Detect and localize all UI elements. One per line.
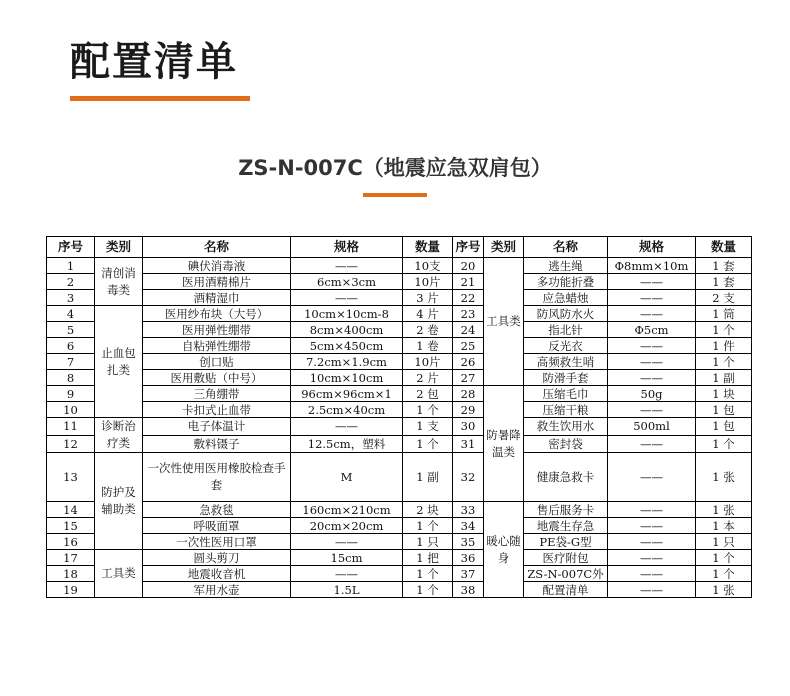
header-name-right: 名称 bbox=[524, 237, 608, 258]
item-no-right: 32 bbox=[453, 453, 484, 502]
table-row bbox=[47, 502, 752, 518]
item-spec-right: —— bbox=[608, 370, 696, 386]
subtitle-underline bbox=[363, 193, 427, 197]
item-no: 18 bbox=[47, 566, 95, 582]
item-name: 自粘弹性绷带 bbox=[143, 338, 291, 354]
table-row bbox=[47, 354, 752, 370]
item-spec: 15cm bbox=[291, 550, 403, 566]
item-name-right: PE袋-G型 bbox=[524, 534, 608, 550]
item-qty-right: 1 套 bbox=[696, 274, 752, 290]
item-name-right: 医疗附包 bbox=[524, 550, 608, 566]
item-spec-right: —— bbox=[608, 534, 696, 550]
item-qty: 1 只 bbox=[403, 534, 453, 550]
item-qty: 1 个 bbox=[403, 518, 453, 534]
item-spec-right: —— bbox=[608, 502, 696, 518]
item-qty: 1 把 bbox=[403, 550, 453, 566]
item-name-right: 压缩毛巾 bbox=[524, 386, 608, 402]
item-qty: 10支 bbox=[403, 258, 453, 274]
item-no: 10 bbox=[47, 402, 95, 418]
item-qty: 1 卷 bbox=[403, 338, 453, 354]
item-spec-right: Φ5cm bbox=[608, 322, 696, 338]
item-name: 敷料镊子 bbox=[143, 435, 291, 453]
item-no-right: 30 bbox=[453, 418, 484, 436]
item-name: 碘伏消毒液 bbox=[143, 258, 291, 274]
table-row bbox=[47, 566, 752, 582]
category-cell: 诊断治疗类 bbox=[95, 418, 143, 453]
item-no: 3 bbox=[47, 290, 95, 306]
item-name: 医用弹性绷带 bbox=[143, 322, 291, 338]
item-no: 16 bbox=[47, 534, 95, 550]
table-body bbox=[47, 258, 752, 598]
item-spec: —— bbox=[291, 258, 403, 274]
item-qty: 10片 bbox=[403, 274, 453, 290]
item-qty-right: 2 支 bbox=[696, 290, 752, 306]
item-name: 医用敷贴（中号） bbox=[143, 370, 291, 386]
item-qty-right: 1 个 bbox=[696, 566, 752, 582]
item-no: 5 bbox=[47, 322, 95, 338]
item-qty-right: 1 套 bbox=[696, 258, 752, 274]
item-name-right: 救生饮用水 bbox=[524, 418, 608, 436]
item-spec-right: —— bbox=[608, 338, 696, 354]
item-no-right: 37 bbox=[453, 566, 484, 582]
item-no-right: 38 bbox=[453, 582, 484, 598]
item-spec: 10cm×10cm bbox=[291, 370, 403, 386]
item-no: 17 bbox=[47, 550, 95, 566]
item-spec: 160cm×210cm bbox=[291, 502, 403, 518]
category-cell-right: 防暑降温类 bbox=[484, 386, 524, 502]
item-spec-right: —— bbox=[608, 566, 696, 582]
item-name-right: 配置清单 bbox=[524, 582, 608, 598]
item-qty: 10片 bbox=[403, 354, 453, 370]
table-row bbox=[47, 418, 752, 436]
item-no-right: 29 bbox=[453, 402, 484, 418]
item-spec: 20cm×20cm bbox=[291, 518, 403, 534]
item-spec-right: —— bbox=[608, 274, 696, 290]
table-row bbox=[47, 322, 752, 338]
item-no-right: 23 bbox=[453, 306, 484, 322]
item-no: 12 bbox=[47, 435, 95, 453]
item-name-right: 反光衣 bbox=[524, 338, 608, 354]
category-cell: 清创消毒类 bbox=[95, 258, 143, 306]
item-name: 急救毯 bbox=[143, 502, 291, 518]
item-no: 14 bbox=[47, 502, 95, 518]
item-no-right: 20 bbox=[453, 258, 484, 274]
item-name-right: 高频救生哨 bbox=[524, 354, 608, 370]
item-name-right: 逃生绳 bbox=[524, 258, 608, 274]
item-qty: 2 块 bbox=[403, 502, 453, 518]
item-name-right: 应急蜡烛 bbox=[524, 290, 608, 306]
item-no: 19 bbox=[47, 582, 95, 598]
category-cell-right: 工具类 bbox=[484, 258, 524, 386]
item-qty-right: 1 包 bbox=[696, 418, 752, 436]
item-no-right: 24 bbox=[453, 322, 484, 338]
item-qty-right: 1 个 bbox=[696, 435, 752, 453]
item-no-right: 33 bbox=[453, 502, 484, 518]
header-name: 名称 bbox=[143, 237, 291, 258]
item-qty: 1 个 bbox=[403, 566, 453, 582]
table-row bbox=[47, 582, 752, 598]
item-spec: 2.5cm×40cm bbox=[291, 402, 403, 418]
header-qty-right: 数量 bbox=[696, 237, 752, 258]
item-no: 2 bbox=[47, 274, 95, 290]
item-qty: 1 个 bbox=[403, 435, 453, 453]
table-row bbox=[47, 258, 752, 274]
item-spec-right: 50g bbox=[608, 386, 696, 402]
item-qty: 4 片 bbox=[403, 306, 453, 322]
item-qty: 2 片 bbox=[403, 370, 453, 386]
item-spec: 1.5L bbox=[291, 582, 403, 598]
item-name-right: 地震生存急 bbox=[524, 518, 608, 534]
item-qty: 1 副 bbox=[403, 453, 453, 502]
item-qty: 2 卷 bbox=[403, 322, 453, 338]
item-no: 15 bbox=[47, 518, 95, 534]
item-no: 8 bbox=[47, 370, 95, 386]
table-row bbox=[47, 274, 752, 290]
table-row bbox=[47, 550, 752, 566]
category-cell: 防护及辅助类 bbox=[95, 453, 143, 550]
product-subtitle: ZS-N-007C（地震应急双肩包） bbox=[238, 156, 552, 180]
item-no-right: 27 bbox=[453, 370, 484, 386]
item-spec-right: —— bbox=[608, 453, 696, 502]
item-name-right: 多功能折叠 bbox=[524, 274, 608, 290]
table-row bbox=[47, 370, 752, 386]
table-row bbox=[47, 453, 752, 502]
item-no: 13 bbox=[47, 453, 95, 502]
item-name-right: 压缩干粮 bbox=[524, 402, 608, 418]
item-spec-right: —— bbox=[608, 354, 696, 370]
item-qty: 1 个 bbox=[403, 402, 453, 418]
page-title: 配置清单 bbox=[70, 39, 238, 85]
item-qty: 2 包 bbox=[403, 386, 453, 402]
item-name-right: ZS-N-007C外 bbox=[524, 566, 608, 582]
item-name-right: 指北针 bbox=[524, 322, 608, 338]
header-no: 序号 bbox=[47, 237, 95, 258]
item-spec: 7.2cm×1.9cm bbox=[291, 354, 403, 370]
header-no-right: 序号 bbox=[453, 237, 484, 258]
item-spec-right: —— bbox=[608, 306, 696, 322]
item-spec-right: —— bbox=[608, 550, 696, 566]
header-spec: 规格 bbox=[291, 237, 403, 258]
item-no-right: 35 bbox=[453, 534, 484, 550]
config-table bbox=[46, 236, 752, 598]
item-name: 医用酒精棉片 bbox=[143, 274, 291, 290]
item-name: 圆头剪刀 bbox=[143, 550, 291, 566]
category-cell-right: 暖心随身 bbox=[484, 502, 524, 598]
header-category: 类别 bbox=[95, 237, 143, 258]
item-no: 6 bbox=[47, 338, 95, 354]
item-name-right: 售后服务卡 bbox=[524, 502, 608, 518]
item-name-right: 密封袋 bbox=[524, 435, 608, 453]
table-row bbox=[47, 386, 752, 402]
item-name: 军用水壶 bbox=[143, 582, 291, 598]
item-spec: 96cm×96cm×1 bbox=[291, 386, 403, 402]
category-cell: 工具类 bbox=[95, 550, 143, 598]
item-qty: 1 支 bbox=[403, 418, 453, 436]
item-name: 一次性医用口罩 bbox=[143, 534, 291, 550]
item-qty-right: 1 个 bbox=[696, 550, 752, 566]
item-spec-right: —— bbox=[608, 402, 696, 418]
item-name: 呼吸面罩 bbox=[143, 518, 291, 534]
item-spec: 10cm×10cm-8 bbox=[291, 306, 403, 322]
item-no-right: 36 bbox=[453, 550, 484, 566]
item-name-right: 防风防水火 bbox=[524, 306, 608, 322]
item-name: 医用纱布块（大号） bbox=[143, 306, 291, 322]
table-row bbox=[47, 338, 752, 354]
item-no: 1 bbox=[47, 258, 95, 274]
item-no: 9 bbox=[47, 386, 95, 402]
item-spec: —— bbox=[291, 566, 403, 582]
item-spec: —— bbox=[291, 534, 403, 550]
item-qty-right: 1 张 bbox=[696, 582, 752, 598]
item-qty: 3 片 bbox=[403, 290, 453, 306]
header-qty: 数量 bbox=[403, 237, 453, 258]
item-qty-right: 1 本 bbox=[696, 518, 752, 534]
item-no: 4 bbox=[47, 306, 95, 322]
item-no-right: 26 bbox=[453, 354, 484, 370]
item-name: 酒精湿巾 bbox=[143, 290, 291, 306]
item-spec: —— bbox=[291, 290, 403, 306]
item-spec-right: —— bbox=[608, 290, 696, 306]
table-row bbox=[47, 290, 752, 306]
header-spec-right: 规格 bbox=[608, 237, 696, 258]
table-row bbox=[47, 435, 752, 453]
table-row bbox=[47, 306, 752, 322]
item-qty-right: 1 个 bbox=[696, 354, 752, 370]
table-row bbox=[47, 534, 752, 550]
item-spec: 12.5cm，塑料 bbox=[291, 435, 403, 453]
item-no-right: 28 bbox=[453, 386, 484, 402]
item-name: 电子体温计 bbox=[143, 418, 291, 436]
item-qty-right: 1 个 bbox=[696, 322, 752, 338]
item-no-right: 21 bbox=[453, 274, 484, 290]
item-qty-right: 1 副 bbox=[696, 370, 752, 386]
item-qty-right: 1 包 bbox=[696, 402, 752, 418]
item-no-right: 34 bbox=[453, 518, 484, 534]
item-qty-right: 1 只 bbox=[696, 534, 752, 550]
item-no-right: 31 bbox=[453, 435, 484, 453]
item-qty-right: 1 筒 bbox=[696, 306, 752, 322]
item-spec-right: —— bbox=[608, 435, 696, 453]
item-spec: —— bbox=[291, 418, 403, 436]
item-spec-right: 500ml bbox=[608, 418, 696, 436]
item-qty-right: 1 张 bbox=[696, 502, 752, 518]
table-row bbox=[47, 518, 752, 534]
item-no-right: 25 bbox=[453, 338, 484, 354]
item-name-right: 健康急救卡 bbox=[524, 453, 608, 502]
header-category-right: 类别 bbox=[484, 237, 524, 258]
table-row bbox=[47, 402, 752, 418]
item-name: 一次性使用医用橡胶检查手套 bbox=[143, 453, 291, 502]
item-spec: M bbox=[291, 453, 403, 502]
title-underline bbox=[70, 96, 250, 101]
item-spec: 6cm×3cm bbox=[291, 274, 403, 290]
category-cell: 止血包扎类 bbox=[95, 306, 143, 418]
item-spec-right: Φ8mm×10m bbox=[608, 258, 696, 274]
table-header-row bbox=[47, 237, 752, 258]
item-spec: 5cm×450cm bbox=[291, 338, 403, 354]
item-spec-right: —— bbox=[608, 582, 696, 598]
item-name: 三角绷带 bbox=[143, 386, 291, 402]
item-qty-right: 1 张 bbox=[696, 453, 752, 502]
item-no: 7 bbox=[47, 354, 95, 370]
item-no-right: 22 bbox=[453, 290, 484, 306]
item-qty: 1 个 bbox=[403, 582, 453, 598]
item-qty-right: 1 件 bbox=[696, 338, 752, 354]
item-spec-right: —— bbox=[608, 518, 696, 534]
item-name: 卡扣式止血带 bbox=[143, 402, 291, 418]
item-spec: 8cm×400cm bbox=[291, 322, 403, 338]
item-name: 创口贴 bbox=[143, 354, 291, 370]
item-name: 地震收音机 bbox=[143, 566, 291, 582]
item-qty-right: 1 块 bbox=[696, 386, 752, 402]
item-no: 11 bbox=[47, 418, 95, 436]
item-name-right: 防滑手套 bbox=[524, 370, 608, 386]
